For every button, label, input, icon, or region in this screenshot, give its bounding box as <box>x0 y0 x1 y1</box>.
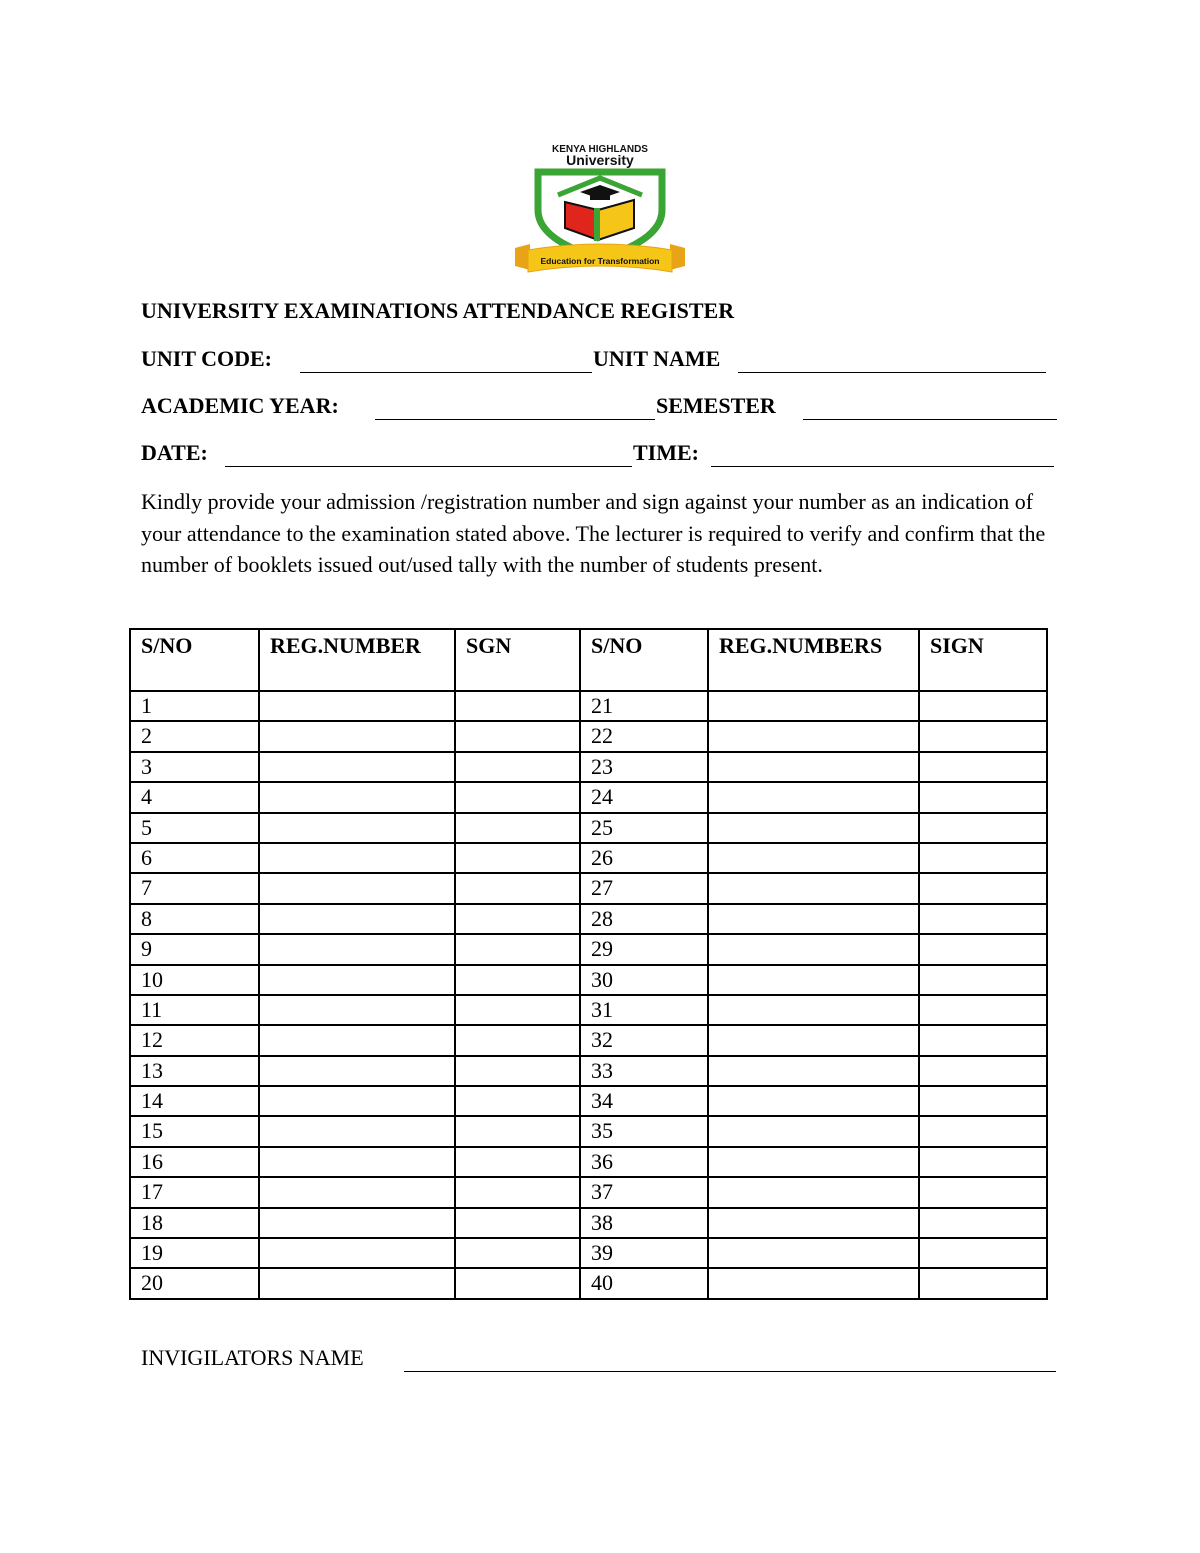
reg-number-cell[interactable] <box>259 1025 455 1055</box>
sign-cell[interactable] <box>455 1147 580 1177</box>
sign-cell[interactable] <box>455 1177 580 1207</box>
table-row <box>130 843 1047 873</box>
sign-cell[interactable] <box>919 1268 1047 1298</box>
sno-cell: 31 <box>580 995 708 1025</box>
header-sno-left: S/NO <box>130 629 259 691</box>
table-row <box>130 1268 1047 1298</box>
academic-year-label: ACADEMIC YEAR: <box>141 393 339 418</box>
reg-number-cell[interactable] <box>708 965 919 995</box>
sno-cell: 40 <box>580 1268 708 1298</box>
sign-cell[interactable] <box>455 934 580 964</box>
reg-number-cell[interactable] <box>259 1147 455 1177</box>
sign-cell[interactable] <box>919 995 1047 1025</box>
reg-number-cell[interactable] <box>708 934 919 964</box>
page-title: UNIVERSITY EXAMINATIONS ATTENDANCE REGISTER <box>141 298 735 323</box>
sno-cell: 7 <box>130 873 259 903</box>
table-row <box>130 934 1047 964</box>
sno-cell: 21 <box>580 691 708 721</box>
sno-cell: 17 <box>130 1177 259 1207</box>
sign-cell[interactable] <box>455 1208 580 1238</box>
header-sign-right: SIGN <box>919 629 1047 691</box>
reg-number-cell[interactable] <box>259 782 455 812</box>
date-label: DATE: <box>141 440 208 465</box>
table-row <box>130 1238 1047 1268</box>
reg-number-cell[interactable] <box>259 1086 455 1116</box>
sign-cell[interactable] <box>919 721 1047 751</box>
reg-number-cell[interactable] <box>708 1056 919 1086</box>
sno-cell: 8 <box>130 904 259 934</box>
reg-number-cell[interactable] <box>259 752 455 782</box>
reg-number-cell[interactable] <box>259 813 455 843</box>
sno-cell: 29 <box>580 934 708 964</box>
time-field[interactable] <box>711 466 1054 467</box>
sign-cell[interactable] <box>919 1147 1047 1177</box>
table-row <box>130 965 1047 995</box>
reg-number-cell[interactable] <box>259 873 455 903</box>
reg-number-cell[interactable] <box>259 691 455 721</box>
sign-cell[interactable] <box>455 752 580 782</box>
sign-cell[interactable] <box>919 1086 1047 1116</box>
sno-cell: 12 <box>130 1025 259 1055</box>
table-row <box>130 1025 1047 1055</box>
reg-number-cell[interactable] <box>708 995 919 1025</box>
academic-year-field[interactable] <box>375 419 655 420</box>
sno-cell: 28 <box>580 904 708 934</box>
date-field[interactable] <box>225 466 632 467</box>
sign-cell[interactable] <box>455 995 580 1025</box>
logo-name-text: University <box>566 152 634 168</box>
reg-number-cell[interactable] <box>259 1116 455 1146</box>
sign-cell[interactable] <box>455 721 580 751</box>
sno-cell: 3 <box>130 752 259 782</box>
sign-cell[interactable] <box>919 934 1047 964</box>
logo-top-text: KENYA HIGHLANDS <box>552 144 648 155</box>
reg-number-cell[interactable] <box>708 691 919 721</box>
reg-number-cell[interactable] <box>259 1056 455 1086</box>
sno-cell: 10 <box>130 965 259 995</box>
sign-cell[interactable] <box>455 1025 580 1055</box>
reg-number-cell[interactable] <box>708 752 919 782</box>
sno-cell: 11 <box>130 995 259 1025</box>
sign-cell[interactable] <box>455 1116 580 1146</box>
header-reg-number-right: REG.NUMBERS <box>708 629 919 691</box>
table-row <box>130 904 1047 934</box>
sno-cell: 22 <box>580 721 708 751</box>
sno-cell: 6 <box>130 843 259 873</box>
sign-cell[interactable] <box>455 965 580 995</box>
table-row <box>130 1086 1047 1116</box>
sno-cell: 24 <box>580 782 708 812</box>
table-row <box>130 995 1047 1025</box>
sno-cell: 18 <box>130 1208 259 1238</box>
sign-cell[interactable] <box>919 752 1047 782</box>
logo-motto: Education for Transformation <box>540 256 660 266</box>
reg-number-cell[interactable] <box>259 843 455 873</box>
sno-cell: 15 <box>130 1116 259 1146</box>
sno-cell: 36 <box>580 1147 708 1177</box>
invigilator-name-field[interactable] <box>404 1371 1056 1372</box>
sign-cell[interactable] <box>919 904 1047 934</box>
reg-number-cell[interactable] <box>708 1086 919 1116</box>
reg-number-cell[interactable] <box>708 721 919 751</box>
reg-number-cell[interactable] <box>708 1025 919 1055</box>
sno-cell: 23 <box>580 752 708 782</box>
sign-cell[interactable] <box>919 782 1047 812</box>
reg-number-cell[interactable] <box>259 995 455 1025</box>
sno-cell: 9 <box>130 934 259 964</box>
table-row <box>130 1208 1047 1238</box>
header-reg-number-left: REG.NUMBER <box>259 629 455 691</box>
reg-number-cell[interactable] <box>708 1116 919 1146</box>
sno-cell: 16 <box>130 1147 259 1177</box>
sno-cell: 32 <box>580 1025 708 1055</box>
sno-cell: 2 <box>130 721 259 751</box>
sno-cell: 39 <box>580 1238 708 1268</box>
semester-field[interactable] <box>803 419 1057 420</box>
reg-number-cell[interactable] <box>708 1238 919 1268</box>
sign-cell[interactable] <box>455 1238 580 1268</box>
invigilator-label: INVIGILATORS NAME <box>141 1345 364 1370</box>
sno-cell: 13 <box>130 1056 259 1086</box>
reg-number-cell[interactable] <box>708 843 919 873</box>
table-row <box>130 1116 1047 1146</box>
sno-cell: 14 <box>130 1086 259 1116</box>
sno-cell: 26 <box>580 843 708 873</box>
header-sno-right: S/NO <box>580 629 708 691</box>
university-logo <box>510 140 690 275</box>
reg-number-cell[interactable] <box>708 813 919 843</box>
reg-number-cell[interactable] <box>708 873 919 903</box>
sno-cell: 5 <box>130 813 259 843</box>
header-sign-left: SGN <box>455 629 580 691</box>
sign-cell[interactable] <box>455 873 580 903</box>
reg-number-cell[interactable] <box>708 1147 919 1177</box>
sno-cell: 25 <box>580 813 708 843</box>
table-row <box>130 691 1047 721</box>
reg-number-cell[interactable] <box>259 1238 455 1268</box>
sno-cell: 19 <box>130 1238 259 1268</box>
table-header-row <box>130 629 1047 691</box>
sno-cell: 33 <box>580 1056 708 1086</box>
sign-cell[interactable] <box>455 1268 580 1298</box>
sign-cell[interactable] <box>919 691 1047 721</box>
sign-cell[interactable] <box>919 1116 1047 1146</box>
sign-cell[interactable] <box>919 813 1047 843</box>
sign-cell[interactable] <box>455 1086 580 1116</box>
sign-cell[interactable] <box>455 843 580 873</box>
sno-cell: 27 <box>580 873 708 903</box>
table-row <box>130 782 1047 812</box>
sign-cell[interactable] <box>919 965 1047 995</box>
semester-label: SEMESTER <box>656 393 776 418</box>
sign-cell[interactable] <box>919 1238 1047 1268</box>
reg-number-cell[interactable] <box>259 904 455 934</box>
unit-name-field[interactable] <box>738 372 1046 373</box>
table-row <box>130 813 1047 843</box>
table-row <box>130 752 1047 782</box>
reg-number-cell[interactable] <box>708 1208 919 1238</box>
sign-cell[interactable] <box>455 691 580 721</box>
sign-cell[interactable] <box>455 1056 580 1086</box>
reg-number-cell[interactable] <box>708 782 919 812</box>
sign-cell[interactable] <box>919 1208 1047 1238</box>
table-row <box>130 1147 1047 1177</box>
table-row <box>130 1177 1047 1207</box>
reg-number-cell[interactable] <box>259 965 455 995</box>
reg-number-cell[interactable] <box>259 721 455 751</box>
sign-cell[interactable] <box>455 904 580 934</box>
reg-number-cell[interactable] <box>708 1177 919 1207</box>
table-row <box>130 873 1047 903</box>
unit-code-field[interactable] <box>300 372 592 373</box>
sno-cell: 30 <box>580 965 708 995</box>
reg-number-cell[interactable] <box>259 934 455 964</box>
attendance-table <box>129 628 1048 1300</box>
sign-cell[interactable] <box>919 873 1047 903</box>
sno-cell: 20 <box>130 1268 259 1298</box>
table-row <box>130 721 1047 751</box>
sno-cell: 4 <box>130 782 259 812</box>
sno-cell: 34 <box>580 1086 708 1116</box>
sign-cell[interactable] <box>919 1025 1047 1055</box>
sno-cell: 35 <box>580 1116 708 1146</box>
reg-number-cell[interactable] <box>259 1177 455 1207</box>
unit-name-label: UNIT NAME <box>593 346 721 371</box>
unit-code-label: UNIT CODE: <box>141 346 273 371</box>
sign-cell[interactable] <box>455 813 580 843</box>
sno-cell: 38 <box>580 1208 708 1238</box>
sign-cell[interactable] <box>919 1177 1047 1207</box>
sign-cell[interactable] <box>919 1056 1047 1086</box>
reg-number-cell[interactable] <box>708 1268 919 1298</box>
reg-number-cell[interactable] <box>259 1268 455 1298</box>
instructions-paragraph: Kindly provide your admission /registration number and sign against your number as an indication of your attendance to the examination stated above. The lecturer is required to verify and confirm that the number of booklets issued out/used tally with the number of students present. <box>141 489 1046 577</box>
sno-cell: 1 <box>130 691 259 721</box>
reg-number-cell[interactable] <box>708 904 919 934</box>
sign-cell[interactable] <box>455 782 580 812</box>
reg-number-cell[interactable] <box>259 1208 455 1238</box>
sno-cell: 37 <box>580 1177 708 1207</box>
table-row <box>130 1056 1047 1086</box>
time-label: TIME: <box>633 440 699 465</box>
sign-cell[interactable] <box>919 843 1047 873</box>
